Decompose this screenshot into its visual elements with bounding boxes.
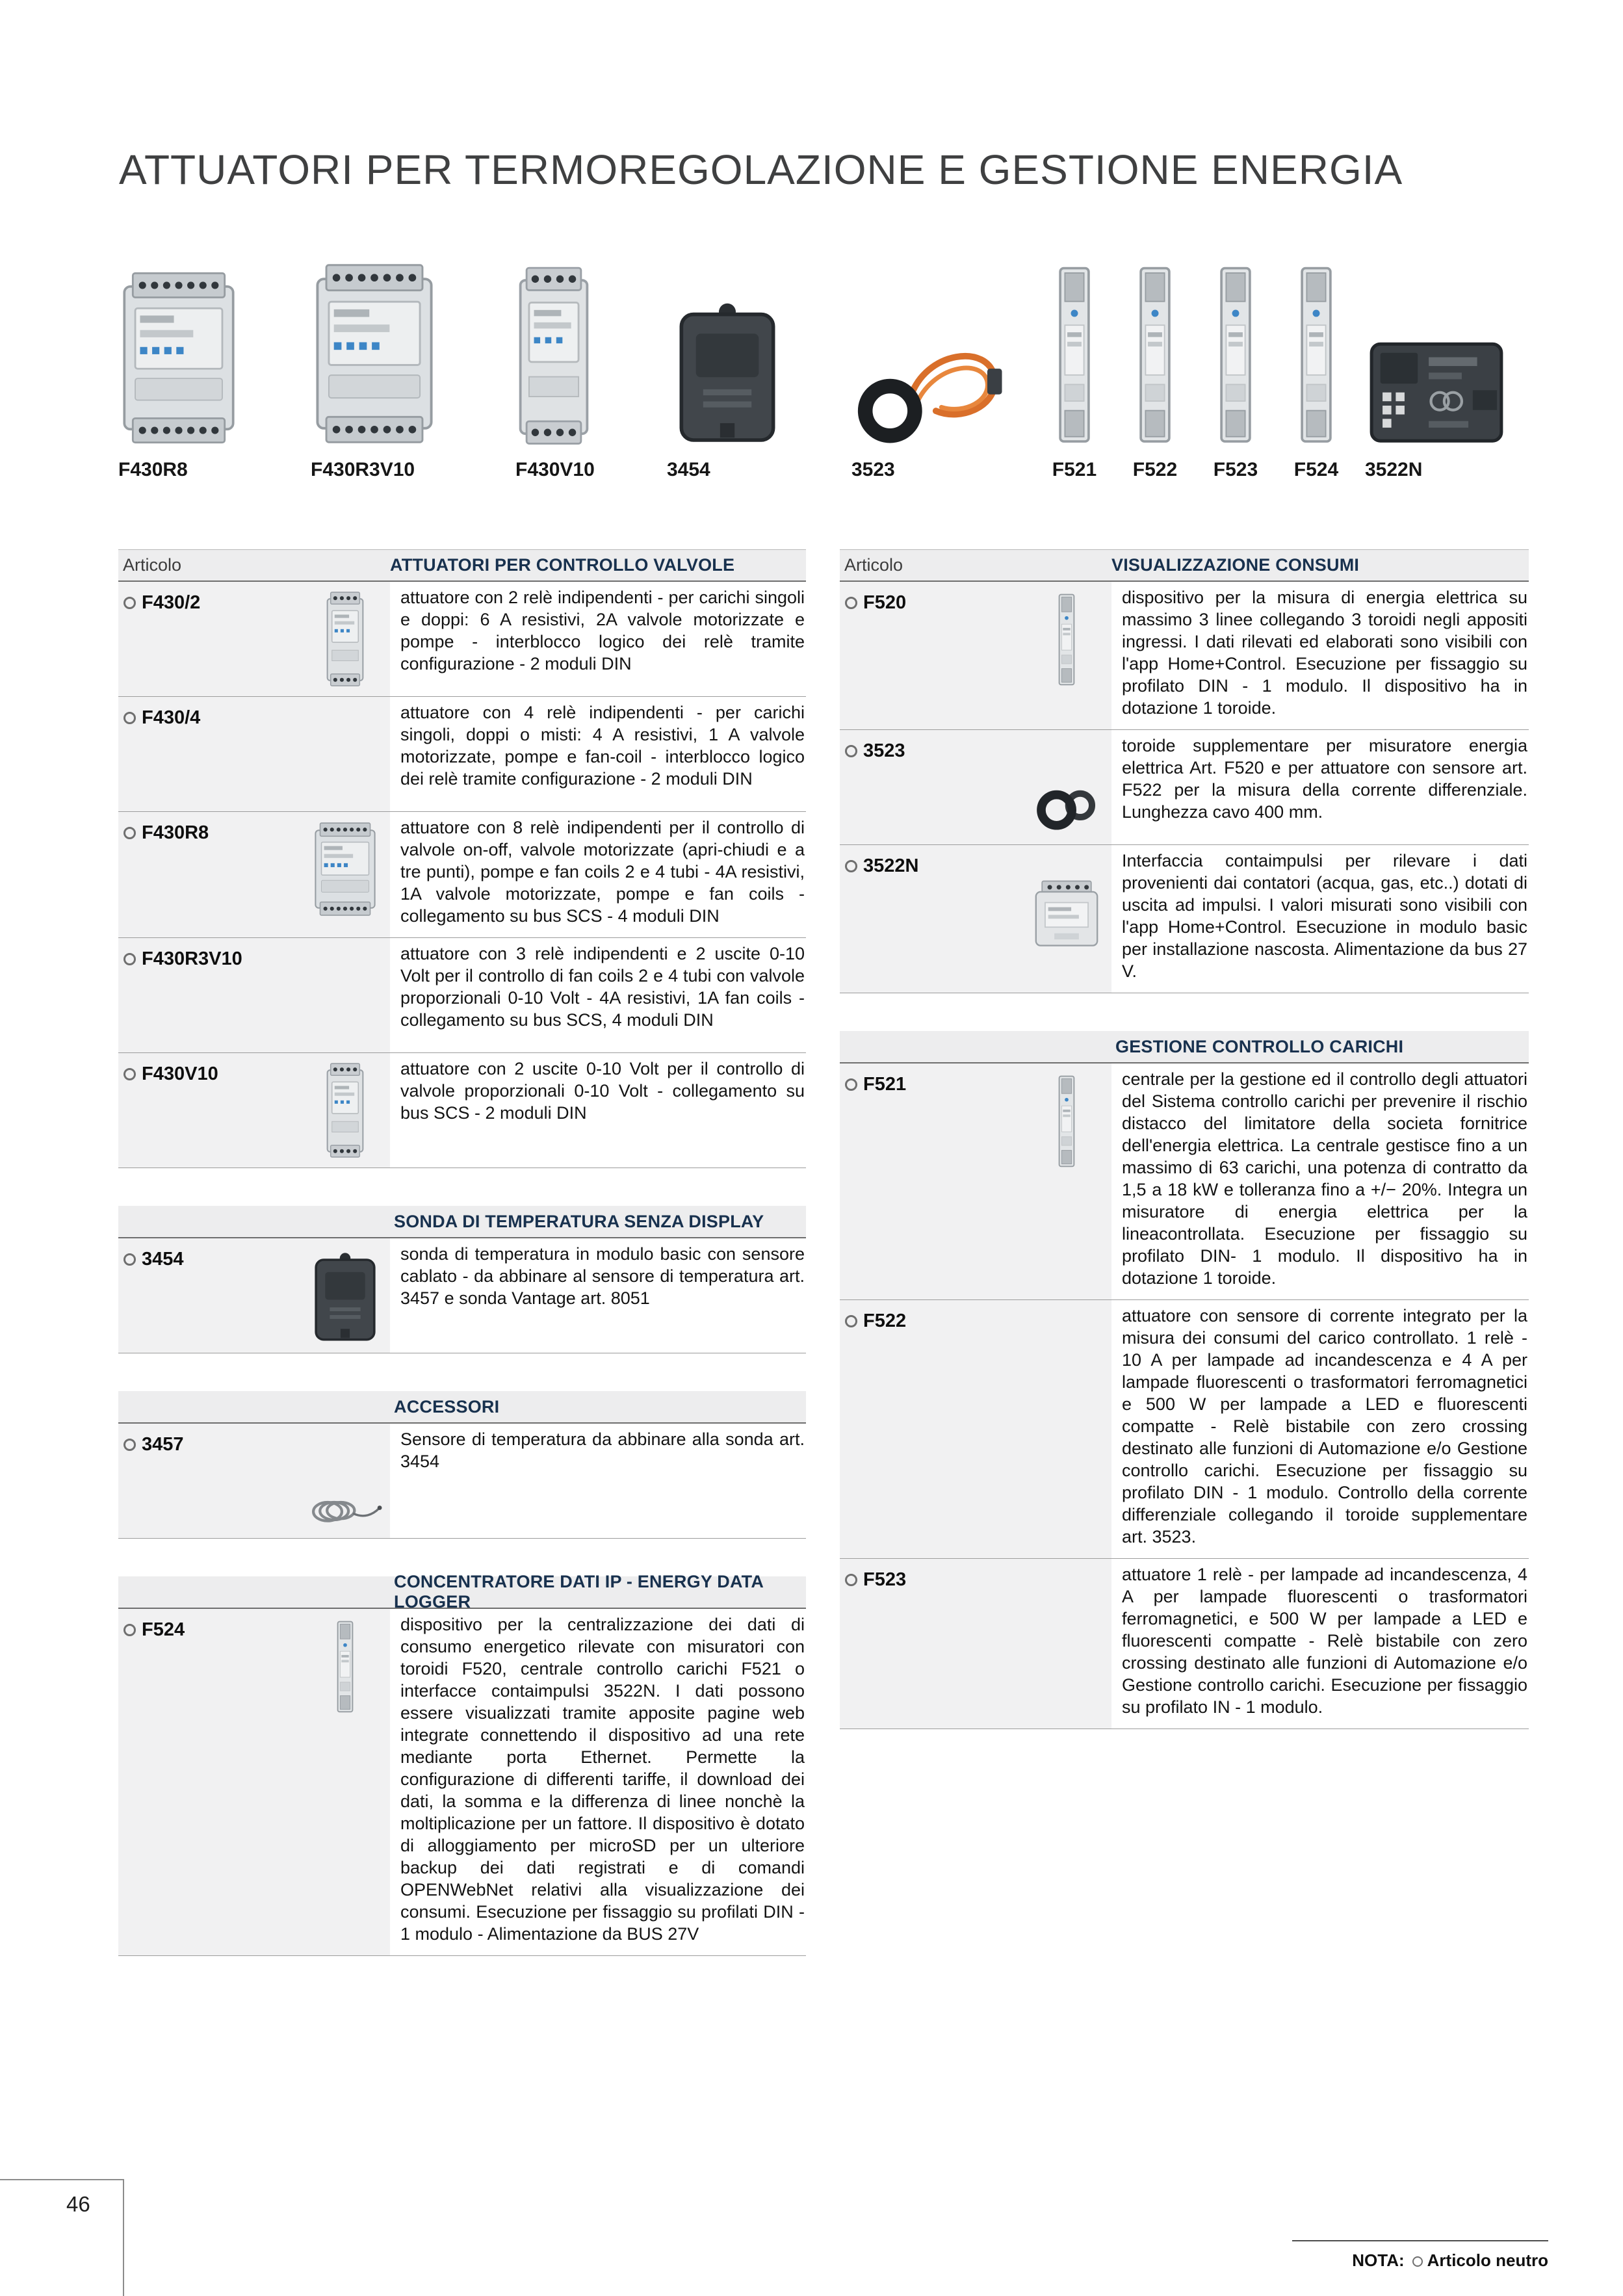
gallery-label: F430V10: [515, 459, 595, 480]
product-photo-f430r3v10-icon: [311, 259, 438, 449]
article-code: F430V10: [142, 1063, 218, 1084]
article-row-f521: [840, 1063, 1529, 1300]
article-description: attuatore 1 relè - per lampade ad incandescenza, 4 A per lampade fluorescenti o trasformatori ferromagnetici, e 500 W per lampade a LED e fluorescenti compatte - Relè bistabile con zero crossing destinato alle funzioni di Automazione e/o Gestione controllo carichi. Esecuzione per fissaggio su profilato IN - 1 modulo.: [1122, 1565, 1527, 1717]
product-photo-f521-icon: [1039, 259, 1110, 449]
neutral-article-circle-icon: [123, 1068, 136, 1080]
article-description: dispositivo per la centralizzazione dei dati di consumo energetico rilevate con misuratori con toroidi F520, centrale controllo carichi F521 o interfacce contaimpulsi 3522N. I dati possono essere visualizzati tramite apposite pagine web integrate connettendo il dispositivo ad una rete mediante porta Ethernet. Permette la configurazione di differenti tariffe, il download dei dati, la somma e la differenza di linee nonchè la moltiplicazione per un fattore. Il dispositivo è dotato di alloggiamento per microSD per un ulteriore backup dei dati registrati e di comandi OPENWebNet relativi alla visualizzazione dei consumi. Esecuzione per fissaggio su profilati DIN - 1 modulo - Alimentazione da BUS 27V: [400, 1615, 805, 1944]
article-code-group: [845, 740, 905, 762]
article-code: 3523: [863, 740, 905, 761]
product-thumbnail-icon: [1028, 853, 1105, 952]
article-code: F520: [863, 592, 907, 613]
section-header-accessori: [118, 1391, 806, 1424]
neutral-article-circle-icon: [123, 1624, 136, 1636]
neutral-article-circle-icon: [845, 1574, 857, 1586]
article-code-group: [845, 855, 918, 877]
article-cell: [840, 1063, 1111, 1299]
product-thumbnail-icon: [307, 590, 383, 688]
article-description: attuatore con 2 uscite 0-10 Volt per il controllo di valvole proporzionali 0-10 Volt - collegamento su bus SCS - 2 moduli DIN: [400, 1059, 805, 1123]
article-row-f522: [840, 1300, 1529, 1559]
gallery-label: F522: [1132, 459, 1178, 480]
gallery-label: 3523: [851, 459, 895, 480]
gallery-item-f521: [1039, 259, 1110, 481]
article-code: 3454: [142, 1249, 184, 1270]
article-cell: [118, 1609, 390, 1955]
article-row-3523: [840, 730, 1529, 845]
article-row-3454: [118, 1238, 806, 1353]
article-description: centrale per la gestione ed il controllo degli attuatori del Sistema controllo carichi per prevenire il rischio distacco del limitatore della societa fornitrice dell'energia elettrica. La centrale gestisce fino a un massimo di 63 carichi, una potenza di contratto da 1,5 a 18 kW e tolleranza fino a +/− 20%. Integra un misuratore di energia elettrica per la lineacontrollata. Esecuzione per fissaggio su profilato DIN- 1 modulo. Il dispositivo ha in dotazione 1 toroide.: [1122, 1069, 1527, 1288]
article-cell: [118, 1424, 390, 1538]
neutral-article-circle-icon: [123, 712, 136, 724]
article-description: Sensore di temperatura da abbinare alla sonda art. 3454: [400, 1429, 805, 1471]
table-header: [118, 549, 806, 582]
product-gallery: [0, 259, 1623, 493]
gallery-label: 3522N: [1365, 459, 1423, 480]
left-column: [118, 549, 806, 1956]
article-code: F430/2: [142, 592, 201, 613]
product-thumbnail-icon: [1028, 1071, 1105, 1170]
gallery-item-f430v10: [515, 259, 595, 481]
gallery-label: F430R8: [118, 459, 188, 480]
article-row-f430r3v10: [118, 938, 806, 1053]
gallery-item-f522: [1119, 259, 1191, 481]
article-row-f430r8: [118, 812, 806, 938]
section-header-sonda: [118, 1206, 806, 1238]
footer-rule-vertical: [123, 2179, 124, 2296]
article-row-f523: [840, 1559, 1529, 1729]
neutral-article-circle-icon: [845, 1315, 857, 1327]
page-title: ATTUATORI PER TERMOREGOLAZIONE E GESTIONE ENERGIA: [119, 146, 1403, 193]
footer-note: [1105, 2250, 1548, 2271]
product-thumbnail-icon: [307, 1617, 383, 1715]
section-title: SONDA DI TEMPERATURA SENZA DISPLAY: [394, 1211, 764, 1231]
gallery-label: F521: [1052, 459, 1097, 480]
gallery-label: 3454: [667, 459, 710, 480]
article-code: F524: [142, 1619, 185, 1640]
article-cell: [118, 1238, 390, 1353]
article-code: 3522N: [863, 855, 919, 876]
article-cell: [118, 938, 390, 1052]
product-thumbnail-icon: [1028, 738, 1105, 837]
neutral-article-circle-icon: [845, 745, 857, 757]
footer-rule-horizontal: [0, 2179, 123, 2180]
gallery-item-3523: [851, 259, 1007, 481]
gallery-item-3522n: [1365, 259, 1508, 481]
article-code: 3457: [142, 1434, 184, 1455]
article-code: F521: [863, 1074, 907, 1095]
product-photo-f524-icon: [1280, 259, 1352, 449]
section-title: CONCENTRATORE DATI IP - ENERGY DATA LOGGER: [394, 1572, 764, 1611]
gallery-label: F430R3V10: [311, 459, 415, 480]
neutral-article-circle-icon: [123, 1253, 136, 1266]
product-thumbnail-icon: [1028, 1308, 1105, 1407]
neutral-article-circle-icon: [845, 860, 857, 872]
right-column: [840, 549, 1529, 1729]
article-code-group: [845, 1311, 906, 1332]
article-description: attuatore con sensore di corrente integrato per la misura dei consumi del carico controllato. 1 relè - 10 A per lampade ad incandescenza e 4 A per lampade fluorescenti o trasformatori ferromagnetici e 500 W per lampade a LED e fluorescenti compatte - Relè bistabile con zero crossing destinato alle funzioni di Automazione e/o Gestione controllo carichi. Esecuzione per fissaggio su profilato DIN - 1 modulo. Controllo della corrente differenziale collegando il toroide supplementare art. 3523.: [1122, 1306, 1527, 1546]
product-thumbnail-icon: [1028, 590, 1105, 688]
product-thumbnail-icon: [307, 820, 383, 919]
product-photo-3523-icon: [851, 259, 1007, 449]
article-cell: [118, 812, 390, 937]
product-thumbnail-icon: [307, 705, 383, 803]
product-photo-3454-icon: [667, 259, 788, 449]
neutral-article-circle-icon: [123, 953, 136, 965]
gallery-item-f430r8: [118, 259, 239, 481]
article-description: attuatore con 2 relè indipendenti - per carichi singoli e doppi: 6 A resistivi, 2A valvole motorizzate e pompe - interblocco logico dei relè tramite configurazione - 2 moduli DIN: [400, 588, 805, 673]
product-photo-f430v10-icon: [515, 259, 592, 449]
article-cell: [118, 697, 390, 811]
article-code-group: [123, 948, 242, 970]
product-thumbnail-icon: [307, 1061, 383, 1160]
product-thumbnail-icon: [1028, 1567, 1105, 1665]
article-cell: [118, 582, 390, 696]
article-cell: [840, 1559, 1111, 1729]
gallery-item-f524: [1280, 259, 1352, 481]
article-code: F430R8: [142, 822, 209, 843]
article-code-group: [845, 1569, 906, 1591]
article-code-group: [123, 822, 209, 844]
product-photo-f522-icon: [1119, 259, 1191, 449]
article-description: attuatore con 8 relè indipendenti per il controllo di valvole on-off, valvole motorizzate (apri-chiudi e a tre punti), pompe e fan coils 2 e 4 tubi - 4A resistivi, 1A valvole motorizzate, pompe e fan coils - collegamento su bus SCS - 4 moduli DIN: [400, 818, 805, 926]
section-title: GESTIONE CONTROLLO CARICHI: [1115, 1036, 1404, 1056]
section-title: VISUALIZZAZIONE CONSUMI: [1111, 555, 1360, 575]
neutral-article-circle-icon: [845, 1078, 857, 1091]
product-thumbnail-icon: [307, 1246, 383, 1345]
article-row-f430v10: [118, 1053, 806, 1168]
product-photo-f430r8-icon: [118, 259, 239, 449]
article-code-group: [123, 1063, 218, 1085]
gallery-label: F524: [1293, 459, 1339, 480]
product-thumbnail-icon: [307, 1431, 383, 1530]
article-row-3457: [118, 1424, 806, 1539]
article-description: toroide supplementare per misuratore energia elettrica Art. F520 e per attuatore con sensore art. F522 per la misura della corrente differenziale. Lunghezza cavo 400 mm.: [1122, 736, 1527, 822]
article-code-group: [123, 707, 200, 729]
article-cell: [840, 582, 1111, 729]
neutral-article-circle-icon: [123, 597, 136, 609]
article-description: sonda di temperatura in modulo basic con sensore cablato - da abbinare al sensore di temperatura art. 3457 e sonda Vantage art. 8051: [400, 1244, 805, 1308]
section-header-gestione: [840, 1031, 1529, 1063]
article-code-group: [123, 1619, 185, 1641]
article-column-header: Articolo: [123, 555, 182, 575]
product-thumbnail-icon: [307, 946, 383, 1045]
section-header-concentratore: [118, 1572, 806, 1611]
table-header: [840, 549, 1529, 582]
gallery-item-3454: [667, 259, 788, 481]
article-code: F430R3V10: [142, 948, 242, 969]
article-code: F522: [863, 1311, 907, 1331]
page-number: 46: [66, 2192, 90, 2216]
note-label: NOTA:: [1352, 2250, 1405, 2270]
product-photo-3522n-icon: [1365, 259, 1508, 449]
neutral-article-circle-icon: [123, 1439, 136, 1451]
note-rule: [1292, 2240, 1548, 2241]
article-cell: [118, 1053, 390, 1168]
section-title: ACCESSORI: [394, 1396, 500, 1416]
article-cell: [840, 730, 1111, 844]
article-description: Interfaccia contaimpulsi per rilevare i dati provenienti dai contatori (acqua, gas, etc..) dotati di uscita ad impulsi. I valori misurati sono visibili con l'app Home+Control. Esecuzione in modulo basic per installazione nascosta. Alimentazione da bus 27 V.: [1122, 851, 1527, 981]
gallery-item-f430r3v10: [311, 259, 438, 481]
article-cell: [840, 1300, 1111, 1558]
article-code-group: [123, 1249, 184, 1270]
neutral-article-circle-icon: [845, 597, 857, 609]
article-code-group: [845, 1074, 906, 1095]
gallery-item-f523: [1200, 259, 1271, 481]
article-description: attuatore con 4 relè indipendenti - per carichi singoli, doppi o misti: 4 A resistivi, 1 A valvole motorizzate, pompe e fan-coil - interblocco logico dei relè tramite configurazione - 2 moduli DIN: [400, 703, 805, 789]
article-description: dispositivo per la misura di energia elettrica su massimo 3 linee collegando 3 toroidi negli appositi ingressi. I dati rilevati ed elaborati sono visibili con l'app Home+Control. Esecuzione per fissaggio su profilato DIN - 1 modulo. Il dispositivo ha in dotazione 1 toroide.: [1122, 588, 1527, 718]
product-photo-f523-icon: [1200, 259, 1271, 449]
article-row-f430-2: [118, 582, 806, 697]
article-code-group: [123, 592, 200, 614]
article-cell: [840, 845, 1111, 993]
article-column-header: Articolo: [844, 555, 903, 575]
article-code: F523: [863, 1569, 907, 1590]
article-row-f524: [118, 1609, 806, 1956]
section-title: ATTUATORI PER CONTROLLO VALVOLE: [390, 555, 735, 575]
article-row-f430-4: [118, 697, 806, 812]
note-text: Articolo neutro: [1427, 2250, 1548, 2270]
article-description: attuatore con 3 relè indipendenti e 2 uscite 0-10 Volt per il controllo di fan coils 2 e 4 tubi con valvole proporzionali 0-10 Volt - 4A resistivi, 1A fan coils - collegamento su bus SCS, 4 moduli DIN: [400, 944, 805, 1030]
article-code: F430/4: [142, 707, 201, 728]
neutral-article-circle-icon: [1412, 2256, 1423, 2267]
article-row-3522n: [840, 845, 1529, 993]
article-code-group: [845, 592, 906, 614]
article-row-f520: [840, 582, 1529, 730]
neutral-article-circle-icon: [123, 827, 136, 839]
gallery-label: F523: [1213, 459, 1258, 480]
article-code-group: [123, 1434, 184, 1455]
